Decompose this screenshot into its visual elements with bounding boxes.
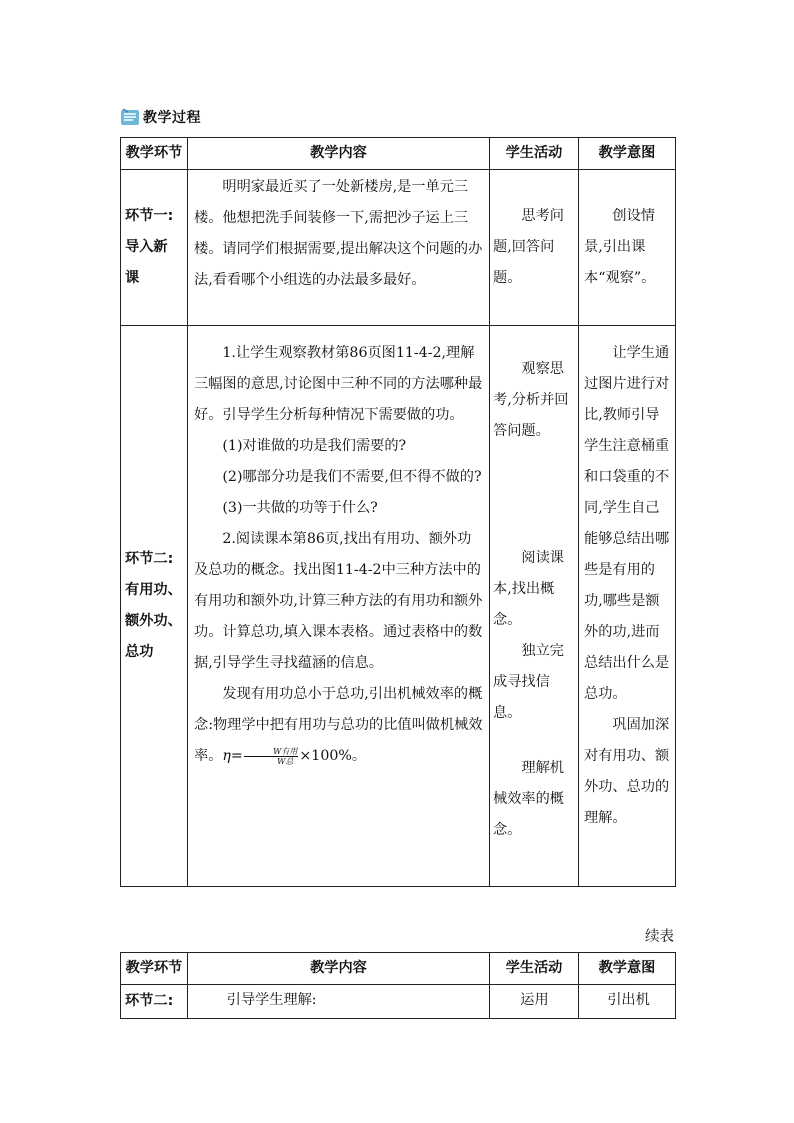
teaching-process-table-continued	[120, 952, 676, 1019]
table-header-row	[121, 953, 676, 985]
stage-cell: 环节二: 有用功、 额外功、 总功	[121, 326, 188, 887]
activity-cell: 观察思考,分析并回答问题。 阅读课本,找出概念。 独立完成寻找信息。 理解机械效率的概念。	[490, 326, 579, 887]
efficiency-formula: η= $\frac{\text{W有用}}{\text{W总}}$ ×100%。	[222, 746, 367, 766]
header-stage: 教学环节	[121, 138, 188, 170]
header-intent: 教学意图	[579, 138, 676, 170]
header-intent: 教学意图	[579, 953, 676, 985]
section-heading	[120, 106, 201, 128]
intent-cell: 引出机	[579, 985, 676, 1019]
teaching-process-table	[120, 137, 676, 887]
activity-cell: 思考问题,回答问题。	[490, 170, 579, 326]
stage-cell: 环节一: 导入新 课	[121, 170, 188, 326]
stage-cell: 环节二:	[121, 985, 188, 1019]
content-cell: 明明家最近买了一处新楼房,是一单元三楼。他想把洗手间装修一下,需把沙子运上三楼。请同学们根据需要,提出解决这个问题的办法,看看哪个小组选的办法最多最好。	[188, 170, 490, 326]
table-row	[121, 985, 676, 1019]
content-cell: 引导学生理解:	[188, 985, 490, 1019]
continued-label: 续表	[645, 929, 674, 945]
section-title: 教学过程	[143, 110, 201, 126]
efficiency-paragraph: 发现有用功总小于总功,引出机械效率的概念:物理学中把有用功与总功的比值叫做机械效率。η= $\frac{\text{W有用}}{\text{W总}}$ ×100%。	[194, 686, 483, 766]
header-content: 教学内容	[188, 138, 490, 170]
intent-cell: 让学生通过图片进行对比,教师引导学生注意桶重和口袋重的不同,学生自己能够总结出哪些是有用的功,哪些是额外的功,进而总结出什么是总功。 巩固加深对有用功、额外功、总功的理解。	[579, 326, 676, 887]
header-activity: 学生活动	[490, 138, 579, 170]
activity-cell: 运用	[490, 985, 579, 1019]
header-content: 教学内容	[188, 953, 490, 985]
header-stage: 教学环节	[121, 953, 188, 985]
table-row	[121, 326, 676, 887]
header-activity: 学生活动	[490, 953, 579, 985]
content-cell: 1.让学生观察教材第86页图11-4-2,理解三幅图的意思,讨论图中三种不同的方法哪种最好。引导学生分析每种情况下需要做的功。 (1)对谁做的功是我们需要的? (2)哪部分功是我们不需要,但不得不做的? (3)一共做的功等于什么? 2.阅读课本第86页,找出有用功、额外功及总功的概念。找出图11-4-2中三种方法中的有用功和额外功,计算三种方法的有用功和额外功。计算总功,填入课本表格。通过表格中的数据,引导学生寻找蕴涵的信息。 发现有用功总小于总功,引出机械效率的概念:物理学中把有用功与总功的比值叫做机械效率。η= $\frac{\text{W有用}}{\text{W总}}$ ×100%。	[188, 326, 490, 887]
table-header-row	[121, 138, 676, 170]
intent-cell: 创设情景,引出课本“观察”。	[579, 170, 676, 326]
book-icon	[120, 108, 140, 126]
table-row	[121, 170, 676, 326]
